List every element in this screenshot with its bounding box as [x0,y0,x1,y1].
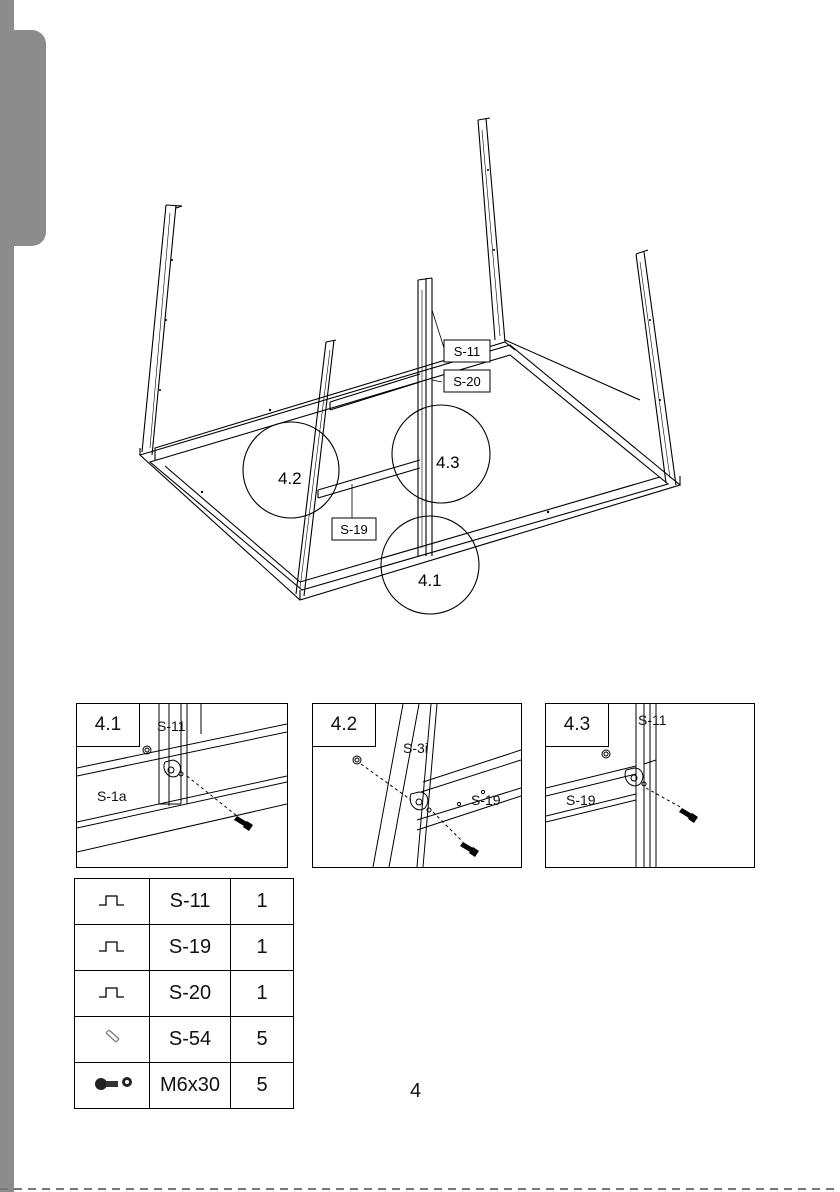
spacer-icon [75,1017,150,1063]
part-code: M6x30 [150,1063,231,1109]
parts-table [74,878,294,1109]
detail-label-s-11: S-11 [157,718,186,734]
tag-s-20: S-20 [453,374,481,389]
part-qty: 1 [231,971,294,1017]
detail-4-1 [76,703,288,868]
page-bottom-border [0,1188,840,1190]
detail-label-s-19: S-19 [471,792,501,808]
detail-number: 4.1 [77,704,140,747]
tag-s-19: S-19 [340,522,368,537]
callout-circle-4-1 [381,516,479,614]
part-qty: 1 [231,879,294,925]
detail-label-s-1a: S-1a [97,788,127,804]
detail-label-s-19: S-19 [566,792,596,808]
detail-4-3 [545,703,755,868]
part-qty: 1 [231,925,294,971]
channel-profile-icon [75,879,150,925]
detail-number: 4.3 [546,704,609,747]
table-row [75,1017,294,1063]
table-row [75,925,294,971]
part-code: S-11 [150,879,231,925]
part-qty: 5 [231,1063,294,1109]
part-code: S-20 [150,971,231,1017]
part-code: S-19 [150,925,231,971]
detail-label-s-11: S-11 [638,712,667,728]
channel-profile-icon [75,971,150,1017]
tag-s-11: S-11 [453,344,481,359]
detail-label-s-3i: S-3i [403,740,428,756]
channel-profile-icon [75,925,150,971]
bolt-nut-icon [75,1063,150,1109]
table-row [75,1063,294,1109]
detail-number: 4.2 [313,704,376,747]
callout-label-4-1: 4.1 [418,571,442,590]
page-number: 4 [410,1080,422,1102]
table-row [75,971,294,1017]
table-row [75,879,294,925]
part-qty: 5 [231,1017,294,1063]
detail-4-2 [312,703,522,868]
part-code: S-54 [150,1017,231,1063]
callout-label-4-2: 4.2 [278,469,302,488]
callout-label-4-3: 4.3 [436,453,460,472]
